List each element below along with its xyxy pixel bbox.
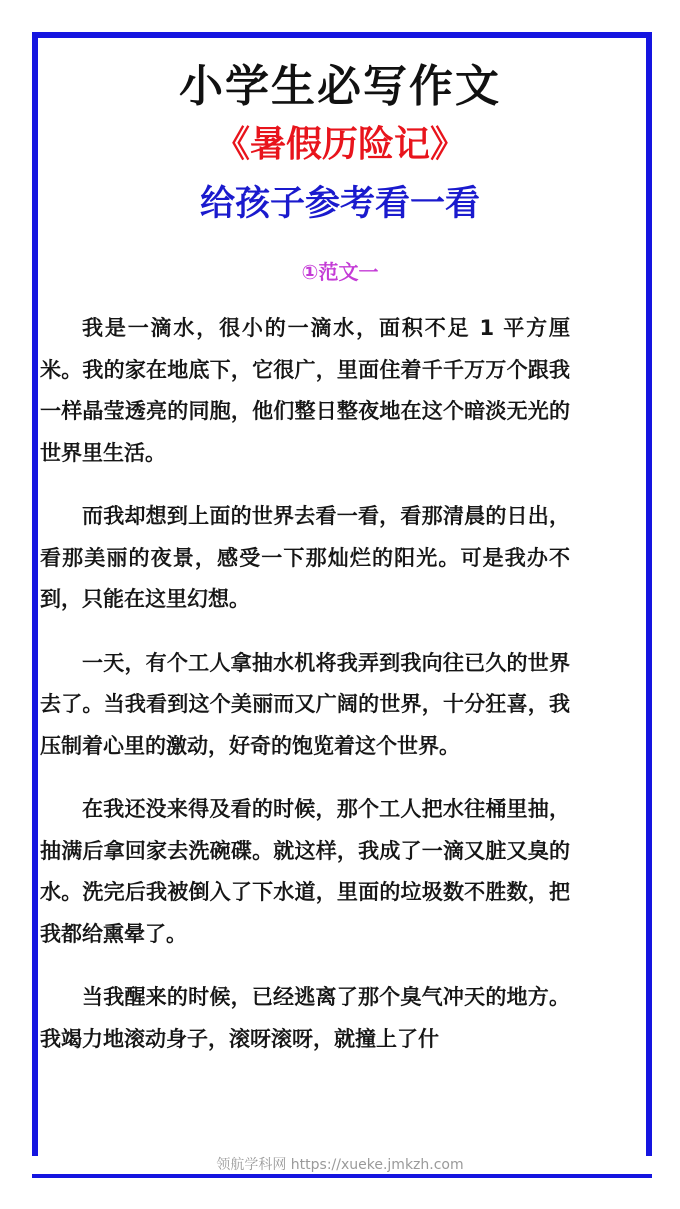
footer-text: 领航学科网 https://xueke.jmkzh.com bbox=[212, 1156, 467, 1174]
paragraph-4: 在我还没来得及看的时候，那个工人把水往桶里抽，抽满后拿回家去洗碗碟。就这样，我成了一滴又脏又臭的水。洗完后我被倒入了下水道，里面的垃圾数不胜数，把我都给熏晕了。 bbox=[40, 797, 570, 946]
paragraph-2: 而我却想到上面的世界去看一看，看那清晨的日出，看那美丽的夜景，感受一下那灿烂的阳光。可是我办不到，只能在这里幻想。 bbox=[40, 504, 570, 611]
paragraph-3: 一天，有个工人拿抽水机将我弄到我向往已久的世界去了。当我看到这个美丽而又广阔的世界，十分狂喜，我压制着心里的激动，好奇的饱览着这个世界。 bbox=[40, 650, 570, 758]
essay-body bbox=[40, 308, 570, 1082]
paragraph-5: 当我醒来的时候，已经逃离了那个臭气冲天的地方。我竭力地滚动身子，滚呀滚呀，就撞上了什 bbox=[40, 985, 570, 1051]
page-tagline: 给孩子参考看一看 bbox=[199, 184, 480, 224]
page-title: 小学生必写作文 bbox=[179, 61, 501, 112]
essay-title: 《暑假历险记》 bbox=[213, 124, 466, 165]
footer-watermark bbox=[0, 1156, 680, 1174]
paragraph-1: 我是一滴水，很小的一滴水，面积不足 1 平方厘米。我的家在地底下，它很广，里面住着千千万万个跟我一样晶莹透亮的同胞，他们整日整夜地在这个暗淡无光的世界里生活。 bbox=[40, 316, 570, 465]
section-label: ①范文一 bbox=[301, 260, 379, 284]
